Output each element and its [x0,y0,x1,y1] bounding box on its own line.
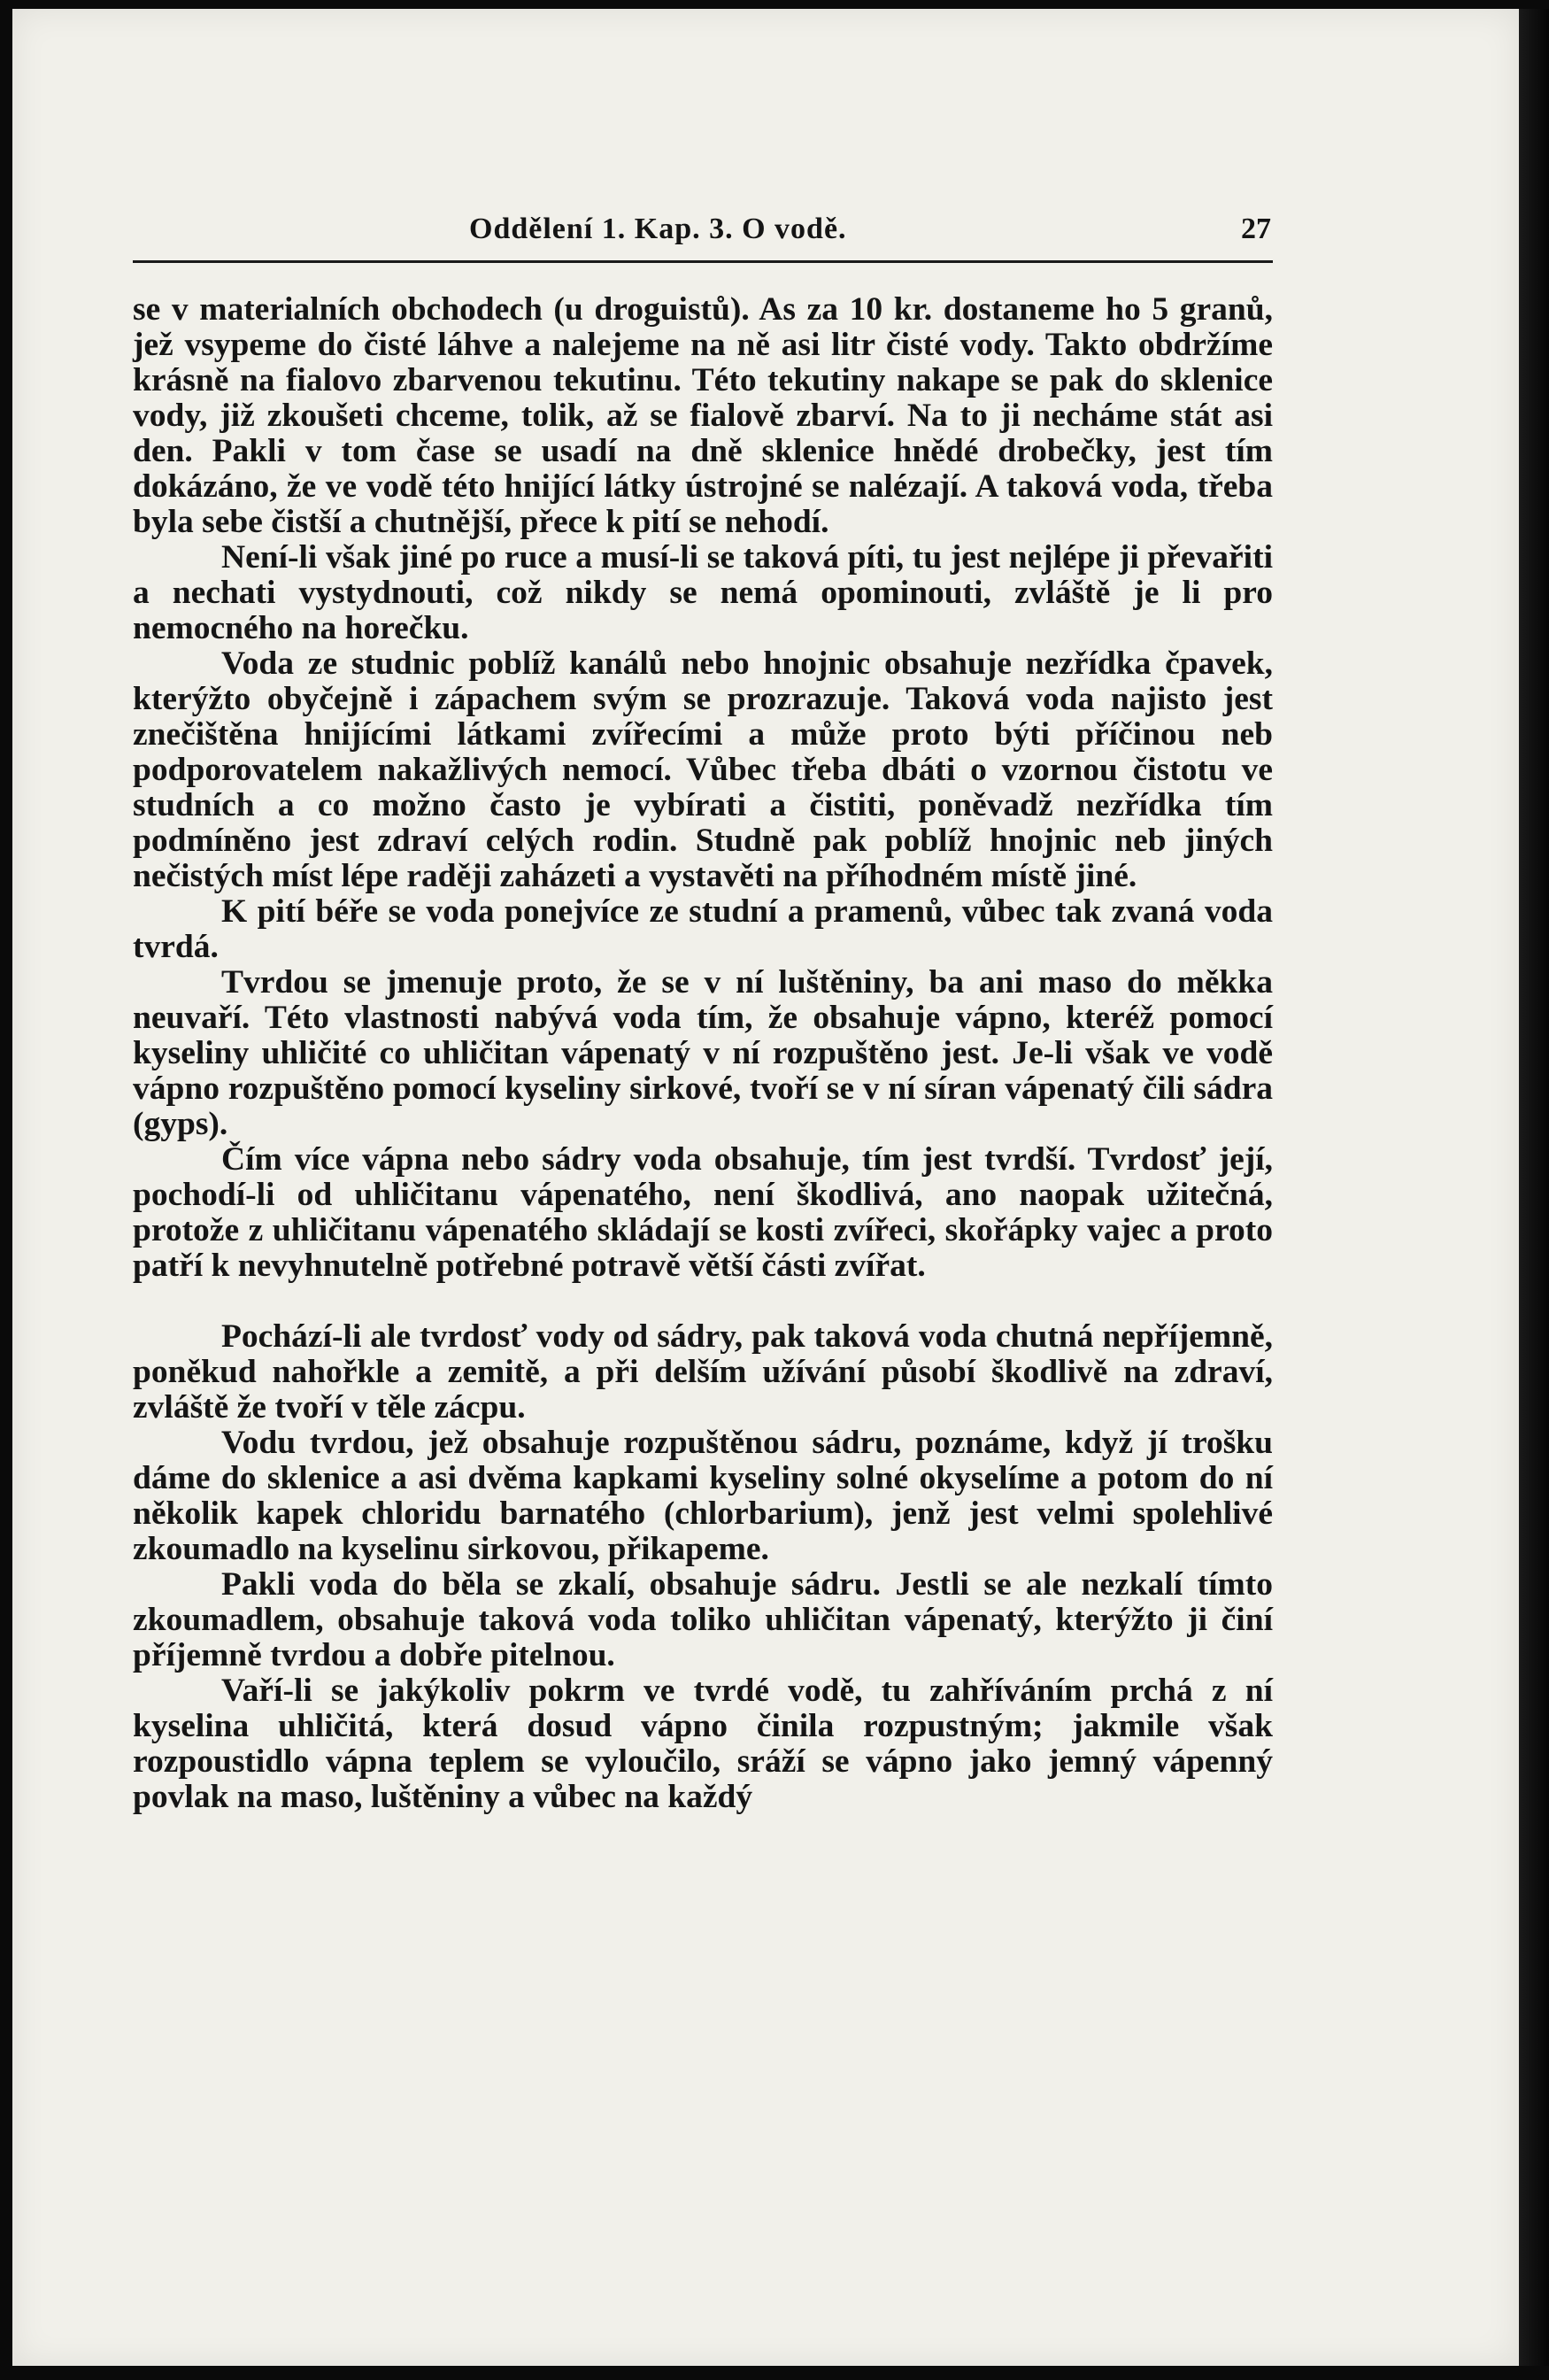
paragraph: se v materialních obchodech (u droguistů). As za 10 kr. dostaneme ho 5 granů, jež vsypeme do čisté láhve a nalejeme na ně asi litr čisté vody. Takto obdržíme krásně na fialovo zbarvenou tekutinu. Této tekutiny nakape se pak do sklenice vody, již zkoušeti chceme, tolik, až se fialově zbarví. Na to ji necháme stát asi den. Pakli v tom čase se usadí na dně sklenice hnědé drobečky, jest tím dokázáno, že ve vodě této hnijící látky ústrojné se nalézají. A taková voda, třeba byla sebe čistší a chutnější, přece k pití se nehodí. [133,291,1273,540]
page-edge-shadow [1519,9,1549,2366]
paragraph: Pakli voda do běla se zkalí, obsahuje sádru. Jestli se ale nezkalí tímto zkoumadlem, obsahuje taková voda toliko uhličitan vápenatý, kterýžto ji činí příjemně tvrdou a dobře pitelnou. [133,1566,1273,1673]
body-text [133,292,1273,1815]
paragraph: Vodu tvrdou, jež obsahuje rozpuštěnou sádru, poznáme, když jí trošku dáme do sklenice a asi dvěma kapkami kyseliny solné okyselíme a potom do ní několik kapek chloridu barnatého (chlorbarium), jenž jest velmi spolehlivé zkoumadlo na kyselinu sirkovou, přikapeme. [133,1425,1273,1567]
header-title: Oddělení 1. Kap. 3. O vodě. [469,212,847,245]
paragraph: Voda ze studnic poblíž kanálů nebo hnojnic obsahuje nezřídka čpavek, kterýžto obyčejně i zápachem svým se prozrazuje. Taková voda najisto jest znečištěna hnijícími látkami zvířecími a může proto býti příčinou neb podporovatelem nakažlivých nemocí. Vůbec třeba dbáti o vzornou čistotu ve studních a co možno často je vybírati a čistiti, poněvadž nezřídka tím podmíněno jest zdraví celých rodin. Studně pak poblíž hnojnic neb jiných nečistých míst lépe raději zaházeti a vystavěti na příhodném místě jiné. [133,645,1273,894]
paragraph: Tvrdou se jmenuje proto, že se v ní luštěniny, ba ani maso do měkka neuvaří. Této vlastnosti nabývá voda tím, že obsahuje vápno, kteréž pomocí kyseliny uhličité co uhličitan vápenatý v ní rozpuštěno jest. Je-li však ve vodě vápno rozpuštěno pomocí kyseliny sirkové, tvoří se v ní síran vápenatý čili sádra (gyps). [133,964,1273,1142]
paragraph: Není-li však jiné po ruce a musí-li se taková píti, tu jest nejlépe ji převařiti a nechati vystydnouti, což nikdy se nemá opominouti, zvláště je li pro nemocného na horečku. [133,539,1273,646]
running-header [133,202,1273,263]
paragraph: Čím více vápna nebo sádry voda obsahuje, tím jest tvrdší. Tvrdosť její, pochodí-li od uhličitanu vápenatého, není škodlivá, ano naopak užitečná, protože z uhličitanu vápenatého skládají se kosti zvířeci, skořápky vajec a proto patří k nevyhnutelně potřebné potravě větší části zvířat. [133,1141,1273,1284]
paragraph: Vaří-li se jakýkoliv pokrm ve tvrdé vodě, tu zahříváním prchá z ní kyselina uhličitá, která dosud vápno činila rozpustným; jakmile však rozpoustidlo vápna teplem se vyloučilo, sráží se vápno jako jemný vápenný povlak na maso, luštěniny a vůbec na každý [133,1673,1273,1815]
paragraph: K pití béře se voda ponejvíce ze studní a pramenů, vůbec tak zvaná voda tvrdá. [133,893,1273,965]
page-number: 27 [1241,212,1271,245]
paragraph: Pochází-li ale tvrdosť vody od sádry, pak taková voda chutná nepříjemně, poněkud nahořkle a zemitě, a při delším užívání působí škodlivě na zdraví, zvláště že tvoří v těle zácpu. [133,1318,1273,1426]
